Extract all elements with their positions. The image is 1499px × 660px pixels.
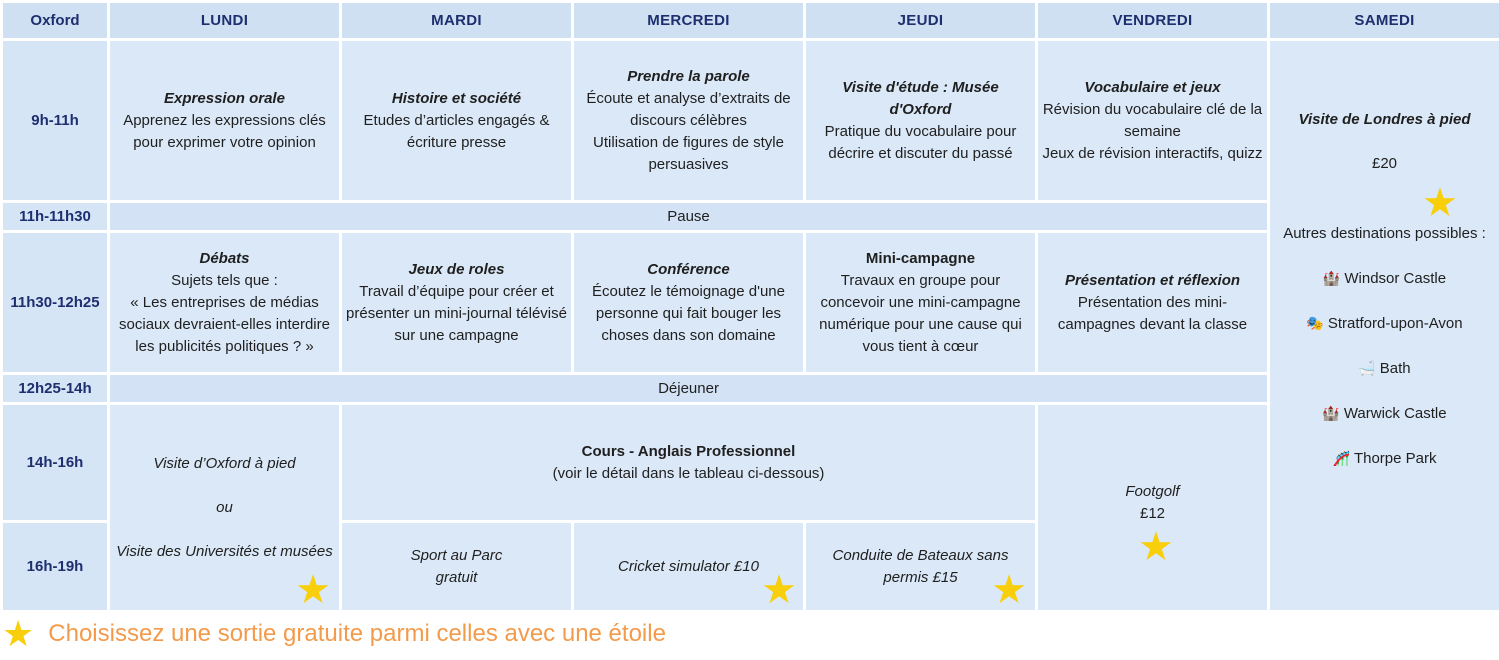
- activity-title: Conduite de Bateaux sans permis £15: [832, 546, 1009, 586]
- activity-desc: Travail d’équipe pour créer et présenter un mini-journal télévisé sur une campagne: [346, 282, 567, 344]
- theater-masks-icon: 🎭: [1306, 315, 1324, 331]
- star-icon: ★: [1138, 524, 1174, 569]
- destination-label: Thorpe Park: [1353, 450, 1437, 467]
- star-icon: ★: [1422, 181, 1458, 225]
- row-9h-11h: [2, 40, 1499, 202]
- pause-bar: Pause: [109, 202, 1269, 232]
- activity-cours-anglais: [341, 404, 1037, 522]
- activity-title: Présentation et réflexion: [1064, 271, 1241, 289]
- legend-text: Choisissez une sortie gratuite parmi celles avec une étoile: [48, 620, 666, 647]
- day-header-mercredi: MERCREDI: [573, 2, 805, 40]
- roller-coaster-icon: 🎢: [1332, 450, 1350, 466]
- destination-item: [1274, 402, 1495, 425]
- activity-title: Cricket simulator £10: [618, 557, 759, 575]
- destination-item: [1274, 312, 1495, 335]
- activity-title: Histoire et société: [391, 89, 522, 107]
- destination-label: Stratford-upon-Avon: [1327, 315, 1463, 332]
- activity-desc: Etudes d’articles engagés & écriture presse: [363, 111, 550, 151]
- lunch-bar: Déjeuner: [109, 374, 1269, 404]
- time-label: 14h-16h: [2, 404, 109, 522]
- activity-desc: « Les entreprises de médias sociaux devraient-elles interdire les publicités politiques ? »: [119, 293, 330, 355]
- activity-mardi-morning: [341, 40, 573, 202]
- cours-title: Cours - Anglais Professionnel: [581, 442, 796, 460]
- samedi-title: Visite de Londres à pied: [1298, 111, 1471, 128]
- legend: [0, 612, 666, 656]
- star-icon: ★: [991, 568, 1027, 612]
- destinations-list: [1274, 267, 1495, 470]
- activity-desc: Révision du vocabulaire clé de la semaine: [1042, 100, 1263, 140]
- castle-icon: 🏰: [1322, 405, 1340, 421]
- activity-desc: Travaux en groupe pour concevoir une mini-campagne numérique pour une cause qui vous tient à cœur: [819, 271, 1022, 355]
- star-icon: ★: [761, 568, 797, 612]
- cours-subtitle: (voir le détail dans le tableau ci-dessous): [552, 464, 825, 482]
- time-label: 16h-19h: [2, 522, 109, 612]
- activity-option: Visite d’Oxford à pied: [153, 454, 296, 472]
- activity-jeudi-evening: [805, 522, 1037, 612]
- castle-icon: 🏰: [1322, 270, 1341, 286]
- activity-lundi-morning: [109, 40, 341, 202]
- time-label: 11h30-12h25: [2, 232, 109, 374]
- day-header-mardi: MARDI: [341, 2, 573, 40]
- activity-desc: Apprenez les expressions clés pour exprimer votre opinion: [123, 111, 326, 151]
- destination-label: Bath: [1379, 360, 1411, 377]
- activity-vendredi-afternoon: [1037, 404, 1269, 612]
- other-destinations-label: Autres destinations possibles :: [1283, 225, 1486, 242]
- activity-desc: Écoutez le témoignage d'une personne qui fait bouger les choses dans son domaine: [591, 282, 785, 344]
- activity-or: ou: [216, 498, 233, 516]
- activity-mardi-evening: [341, 522, 573, 612]
- star-icon: ★: [295, 568, 331, 612]
- activity-title: Footgolf: [1125, 482, 1180, 500]
- activity-desc: Écoute et analyse d’extraits de discours célèbres: [586, 89, 791, 129]
- activity-title: Sport au Parc: [410, 546, 503, 564]
- star-icon: ★: [2, 613, 35, 654]
- time-label: 11h-11h30: [2, 202, 109, 232]
- activity-title: Mini-campagne: [865, 249, 976, 267]
- activity-mardi-late-morning: [341, 232, 573, 374]
- destination-label: Warwick Castle: [1343, 405, 1447, 422]
- activity-title: Prendre la parole: [627, 67, 750, 85]
- activity-title: Conférence: [647, 260, 730, 278]
- samedi-price: £20: [1371, 155, 1398, 172]
- destination-label: Windsor Castle: [1344, 270, 1447, 287]
- activity-desc: Pratique du vocabulaire pour décrire et discuter du passé: [824, 122, 1017, 162]
- activity-desc: gratuit: [435, 568, 478, 586]
- activity-desc: Présentation des mini-campagnes devant la classe: [1057, 293, 1248, 333]
- activity-jeudi-late-morning: [805, 232, 1037, 374]
- activity-jeudi-morning: [805, 40, 1037, 202]
- time-label: 9h-11h: [2, 40, 109, 202]
- activity-title: Débats: [199, 249, 250, 267]
- bathtub-icon: 🛁: [1358, 360, 1376, 376]
- day-header-jeudi: JEUDI: [805, 2, 1037, 40]
- day-header-vendredi: VENDREDI: [1037, 2, 1269, 40]
- header-row: [2, 2, 1499, 40]
- activity-option: Visite des Universités et musées: [116, 542, 333, 560]
- activity-vendredi-morning: [1037, 40, 1269, 202]
- destination-item: [1274, 447, 1495, 470]
- activity-price: £12: [1139, 504, 1166, 522]
- destination-item: [1274, 357, 1495, 380]
- city-title: Oxford: [2, 2, 109, 40]
- activity-mercredi-late-morning: [573, 232, 805, 374]
- activity-title: Expression orale: [164, 89, 285, 107]
- samedi-column: [1269, 40, 1499, 612]
- activity-mercredi-evening: [573, 522, 805, 612]
- day-header-samedi: SAMEDI: [1269, 2, 1499, 40]
- activity-desc: Utilisation de figures de style persuasives: [593, 133, 784, 173]
- activity-title: Vocabulaire et jeux: [1084, 78, 1221, 96]
- destination-item: [1274, 267, 1495, 290]
- activity-mercredi-morning: [573, 40, 805, 202]
- activity-lundi-late-morning: [109, 232, 341, 374]
- activity-desc: Jeux de révision interactifs, quizz: [1042, 144, 1263, 162]
- time-label: 12h25-14h: [2, 374, 109, 404]
- day-header-lundi: LUNDI: [109, 2, 341, 40]
- activity-lundi-afternoon: [109, 404, 341, 612]
- activity-vendredi-late-morning: [1037, 232, 1269, 374]
- activity-title: Jeux de roles: [408, 260, 505, 278]
- activity-desc: Sujets tels que :: [171, 271, 278, 289]
- activity-title: Visite d'étude : Musée d'Oxford: [842, 78, 999, 118]
